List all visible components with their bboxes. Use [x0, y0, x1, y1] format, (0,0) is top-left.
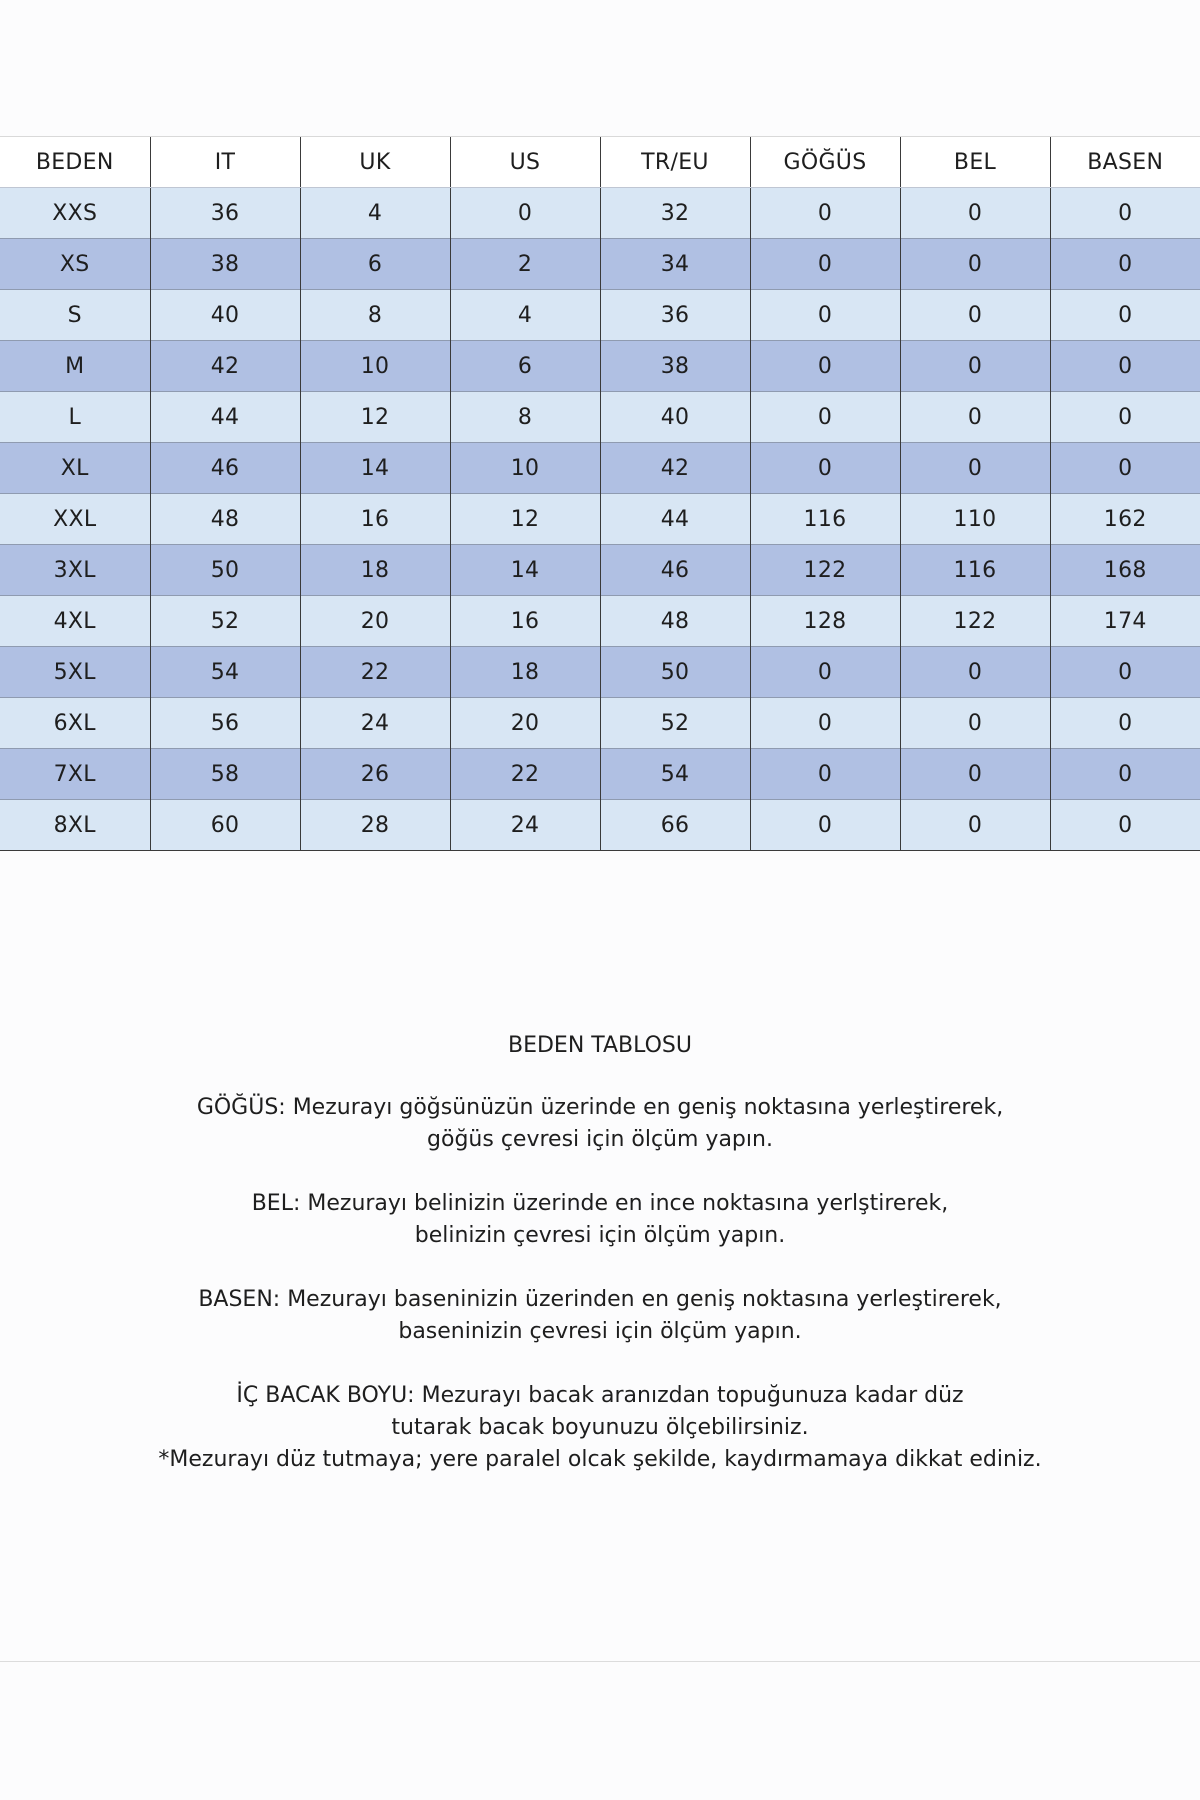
table-cell: 0 — [750, 647, 900, 698]
table-cell: 52 — [150, 596, 300, 647]
table-cell: XXL — [0, 494, 150, 545]
table-cell: 0 — [900, 188, 1050, 239]
table-cell: 42 — [150, 341, 300, 392]
table-cell: 0 — [1050, 800, 1200, 851]
table-cell: 16 — [450, 596, 600, 647]
table-row — [0, 443, 1200, 494]
table-cell: 128 — [750, 596, 900, 647]
table-cell: 8 — [300, 290, 450, 341]
table-cell: 0 — [1050, 341, 1200, 392]
table-row — [0, 596, 1200, 647]
table-cell: 0 — [750, 290, 900, 341]
table-cell: 6 — [450, 341, 600, 392]
hip-instructions — [0, 1284, 1200, 1348]
table-cell: 20 — [450, 698, 600, 749]
table-row — [0, 290, 1200, 341]
table-cell: 3XL — [0, 545, 150, 596]
table-cell: 14 — [300, 443, 450, 494]
hip-line-1: BASEN: Mezurayı baseninizin üzerinden en geniş noktasına yerleştirerek, — [198, 1287, 1002, 1312]
bottom-divider — [0, 1661, 1200, 1662]
hip-line-2: baseninizin çevresi için ölçüm yapın. — [398, 1319, 802, 1344]
table-cell: 10 — [300, 341, 450, 392]
header-gogus: GÖĞÜS — [750, 137, 900, 188]
table-cell: 6XL — [0, 698, 150, 749]
table-cell: 18 — [300, 545, 450, 596]
table-row — [0, 545, 1200, 596]
table-cell: 0 — [1050, 443, 1200, 494]
table-cell: 0 — [900, 749, 1050, 800]
header-uk: UK — [300, 137, 450, 188]
table-cell: 44 — [600, 494, 750, 545]
table-row — [0, 341, 1200, 392]
table-cell: XS — [0, 239, 150, 290]
table-cell: 0 — [750, 239, 900, 290]
inseam-instructions — [0, 1380, 1200, 1476]
table-cell: 8 — [450, 392, 600, 443]
table-row — [0, 239, 1200, 290]
table-cell: 54 — [600, 749, 750, 800]
table-cell: 12 — [450, 494, 600, 545]
table-cell: 0 — [900, 443, 1050, 494]
table-cell: L — [0, 392, 150, 443]
header-beden: BEDEN — [0, 137, 150, 188]
table-cell: 40 — [150, 290, 300, 341]
table-cell: XXS — [0, 188, 150, 239]
table-cell: 52 — [600, 698, 750, 749]
table-cell: 0 — [900, 341, 1050, 392]
table-cell: 22 — [300, 647, 450, 698]
table-cell: 48 — [600, 596, 750, 647]
table-row — [0, 494, 1200, 545]
header-bel: BEL — [900, 137, 1050, 188]
size-guide — [0, 1030, 1200, 1508]
waist-line-2: belinizin çevresi için ölçüm yapın. — [414, 1223, 786, 1248]
table-cell: 34 — [600, 239, 750, 290]
table-cell: 28 — [300, 800, 450, 851]
table-cell: 5XL — [0, 647, 150, 698]
table-cell: 24 — [300, 698, 450, 749]
table-body — [0, 188, 1200, 851]
table-cell: 0 — [750, 392, 900, 443]
waist-line-1: BEL: Mezurayı belinizin üzerinde en ince noktasına yerlştirerek, — [251, 1191, 949, 1216]
table-cell: 8XL — [0, 800, 150, 851]
table-cell: 4 — [450, 290, 600, 341]
table-cell: 162 — [1050, 494, 1200, 545]
table-cell: 0 — [900, 800, 1050, 851]
table-cell: 58 — [150, 749, 300, 800]
table-cell: 12 — [300, 392, 450, 443]
table-cell: 10 — [450, 443, 600, 494]
table-cell: 50 — [600, 647, 750, 698]
table-cell: 116 — [750, 494, 900, 545]
table-cell: 26 — [300, 749, 450, 800]
table-cell: 0 — [750, 749, 900, 800]
table-cell: 7XL — [0, 749, 150, 800]
size-chart-table — [0, 137, 1200, 851]
table-cell: 0 — [1050, 698, 1200, 749]
table-cell: 4XL — [0, 596, 150, 647]
table-cell: 46 — [150, 443, 300, 494]
chest-instructions — [0, 1092, 1200, 1156]
table-cell: 0 — [750, 800, 900, 851]
header-it: IT — [150, 137, 300, 188]
table-cell: 0 — [1050, 188, 1200, 239]
table-cell: 4 — [300, 188, 450, 239]
table-cell: 32 — [600, 188, 750, 239]
chest-line-1: GÖĞÜS: Mezurayı göğsünüzün üzerinde en geniş noktasına yerleştirerek, — [196, 1095, 1004, 1120]
table-cell: 60 — [150, 800, 300, 851]
table-cell: 0 — [450, 188, 600, 239]
table-cell: 42 — [600, 443, 750, 494]
table-row — [0, 749, 1200, 800]
table-cell: 36 — [150, 188, 300, 239]
table-cell: 36 — [600, 290, 750, 341]
table-row — [0, 188, 1200, 239]
table-cell: 0 — [1050, 647, 1200, 698]
table-cell: 0 — [1050, 392, 1200, 443]
table-cell: 6 — [300, 239, 450, 290]
table-cell: 0 — [1050, 290, 1200, 341]
table-cell: XL — [0, 443, 150, 494]
table-cell: 0 — [750, 341, 900, 392]
table-cell: 24 — [450, 800, 600, 851]
table-cell: 0 — [1050, 239, 1200, 290]
table-cell: 44 — [150, 392, 300, 443]
header-us: US — [450, 137, 600, 188]
table-cell: 122 — [900, 596, 1050, 647]
table-cell: 14 — [450, 545, 600, 596]
table-cell: 40 — [600, 392, 750, 443]
table-cell: 22 — [450, 749, 600, 800]
table-cell: 54 — [150, 647, 300, 698]
table-cell: 16 — [300, 494, 450, 545]
table-cell: 0 — [750, 188, 900, 239]
table-cell: S — [0, 290, 150, 341]
waist-instructions — [0, 1188, 1200, 1252]
table-cell: 56 — [150, 698, 300, 749]
table-cell: 0 — [750, 443, 900, 494]
table-cell: 38 — [600, 341, 750, 392]
table-cell: 20 — [300, 596, 450, 647]
guide-title: BEDEN TABLOSU — [507, 1033, 692, 1058]
chest-line-2: göğüs çevresi için ölçüm yapın. — [427, 1127, 773, 1152]
table-cell: 110 — [900, 494, 1050, 545]
table-cell: 0 — [900, 239, 1050, 290]
table-cell: 50 — [150, 545, 300, 596]
table-cell: 0 — [1050, 749, 1200, 800]
table-cell: 0 — [900, 290, 1050, 341]
table-cell: 66 — [600, 800, 750, 851]
table-cell: 46 — [600, 545, 750, 596]
table-cell: 38 — [150, 239, 300, 290]
table-cell: 2 — [450, 239, 600, 290]
inseam-note: *Mezurayı düz tutmaya; yere paralel olcak şekilde, kaydırmamaya dikkat ediniz. — [158, 1447, 1042, 1472]
table-cell: 0 — [750, 698, 900, 749]
table-cell: 174 — [1050, 596, 1200, 647]
table-cell: 0 — [900, 698, 1050, 749]
table-cell: M — [0, 341, 150, 392]
table-header-row — [0, 137, 1200, 188]
table-cell: 168 — [1050, 545, 1200, 596]
table-cell: 18 — [450, 647, 600, 698]
inseam-line-2: tutarak bacak boyunuzu ölçebilirsiniz. — [391, 1415, 809, 1440]
table-cell: 122 — [750, 545, 900, 596]
table-row — [0, 800, 1200, 851]
table-row — [0, 698, 1200, 749]
header-tr-eu: TR/EU — [600, 137, 750, 188]
table-cell: 116 — [900, 545, 1050, 596]
table-cell: 0 — [900, 647, 1050, 698]
table-row — [0, 392, 1200, 443]
table-row — [0, 647, 1200, 698]
table-cell: 48 — [150, 494, 300, 545]
inseam-line-1: İÇ BACAK BOYU: Mezurayı bacak aranızdan topuğunuza kadar düz — [236, 1383, 964, 1408]
table-cell: 0 — [900, 392, 1050, 443]
header-basen: BASEN — [1050, 137, 1200, 188]
